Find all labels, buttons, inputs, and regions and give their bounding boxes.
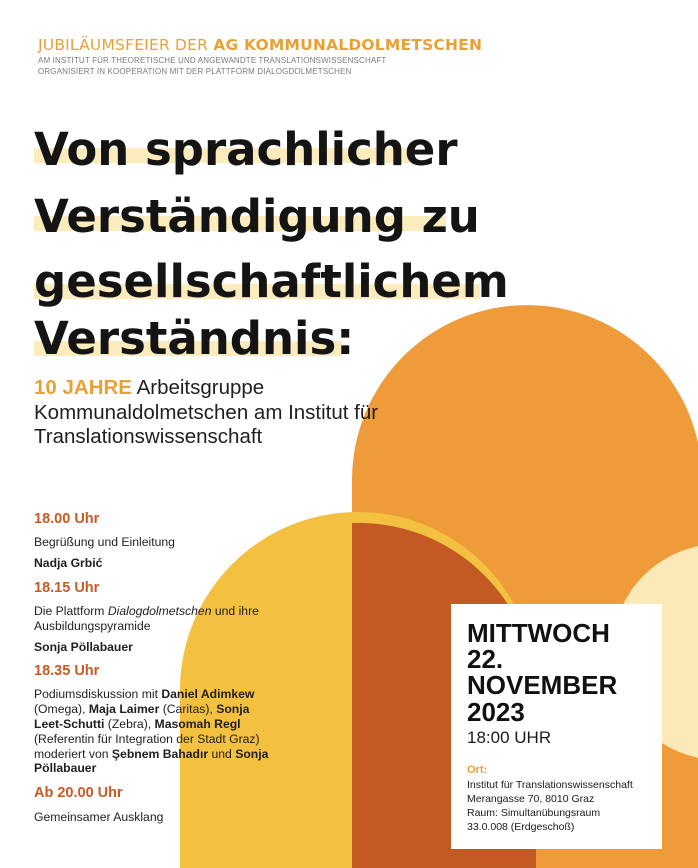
program-text: Gemeinsamer Ausklang xyxy=(34,810,164,824)
program-text-part: (Caritas), xyxy=(159,701,217,716)
program-text-part: Die Plattform xyxy=(34,604,108,618)
anniversary-accent: 10 JAHRE xyxy=(34,376,132,399)
moderator-name: Şebnem Bahadır xyxy=(111,746,209,761)
moderator-name: Sonja xyxy=(235,746,269,761)
event-time: 18:00 UHR xyxy=(467,728,552,747)
program-time: 18.15 Uhr xyxy=(34,580,100,596)
program-time: 18.35 Uhr xyxy=(34,663,100,679)
location-line-4: 33.0.008 (Erdgeschoß) xyxy=(467,821,575,833)
title-line-4: Verständnis: xyxy=(34,312,355,365)
event-date-box xyxy=(451,604,662,849)
program-text-part: Podiumsdiskussion mit xyxy=(34,687,162,701)
title-line-3: gesellschaftlichem xyxy=(34,255,509,308)
event-year: 2023 xyxy=(467,697,525,727)
location-line-2: Merangasse 70, 8010 Graz xyxy=(467,793,595,805)
event-weekday: MITTWOCH xyxy=(467,618,610,648)
program-item-2 xyxy=(34,580,334,654)
event-series-heading xyxy=(38,36,482,54)
panelist-name: Masomah Regl xyxy=(154,716,241,731)
program-text-part: Ausbildungspyramide xyxy=(34,618,151,633)
institute-line: AM INSTITUT FÜR THEORETISCHE UND ANGEWANDTE TRANSLATIONSWISSENSCHAFT xyxy=(38,56,387,65)
event-series-prefix: JUBILÄUMSFEIER DER xyxy=(38,36,214,54)
program-text: Begrüßung und Einleitung xyxy=(34,535,175,549)
panelist-name: Leet-Schutti xyxy=(34,716,105,731)
program-text-part: (Omega), xyxy=(34,701,89,716)
subtitle-line-1: Arbeitsgruppe xyxy=(132,376,265,399)
location-line-3: Raum: Simultanübungsraum xyxy=(467,807,601,819)
program-time: Ab 20.00 Uhr xyxy=(34,785,123,801)
program-item-4 xyxy=(34,785,334,825)
program-time: 18.00 Uhr xyxy=(34,511,100,527)
program-text xyxy=(34,604,334,634)
location-label: Ort: xyxy=(467,764,488,776)
program-text-part: moderiert von xyxy=(34,746,112,761)
program-text xyxy=(34,687,344,776)
program-text-part: (Referentin für Integration der Stadt Graz) xyxy=(34,731,260,746)
platform-name: Dialogdolmetschen xyxy=(107,604,212,618)
program-item-3 xyxy=(34,663,344,776)
event-month: NOVEMBER xyxy=(467,670,618,700)
panelist-name: Sonja xyxy=(216,701,250,716)
panelist-name: Maja Laimer xyxy=(88,701,160,716)
subtitle xyxy=(34,376,378,450)
cooperation-line: ORGANISIERT IN KOOPERATION MIT DER PLATTFORM DIALOGDOLMETSCHEN xyxy=(38,67,352,76)
program-speaker: Sonja Pöllabauer xyxy=(34,639,133,654)
subtitle-line-2: Kommunaldolmetschen am Institut für xyxy=(34,400,379,424)
program-speaker: Nadja Grbić xyxy=(34,555,103,570)
title-line-1: Von sprachlicher xyxy=(34,123,458,176)
program-text-part: und ihre xyxy=(211,604,259,618)
program-text-part: (Zebra), xyxy=(104,716,155,731)
location-line-1: Institut für Translationswissenschaft xyxy=(467,779,633,791)
title-line-2: Verständigung zu xyxy=(34,190,480,243)
subtitle-line-3: Translationswissenschaft xyxy=(34,425,263,449)
program-item-1 xyxy=(34,511,334,570)
moderator-name: Pöllabauer xyxy=(34,761,97,776)
panelist-name: Daniel Adimkew xyxy=(161,687,255,701)
event-series-group: AG KOMMUNALDOLMETSCHEN xyxy=(213,36,483,54)
event-day: 22. xyxy=(467,644,504,674)
program-text-part: und xyxy=(208,746,236,761)
